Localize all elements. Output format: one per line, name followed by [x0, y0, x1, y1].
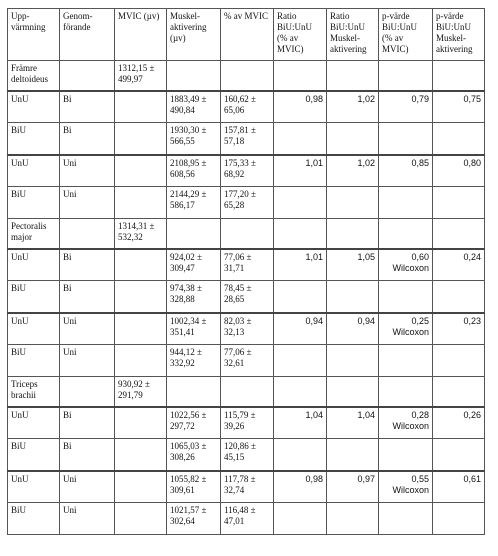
muscle-name: Triceps brachii — [8, 377, 60, 407]
table-row — [8, 313, 485, 345]
pvalue-test-note: Wilcoxon — [392, 326, 429, 337]
pvalue-muskel-cell: 0,61 — [433, 471, 485, 503]
empty-cell — [167, 61, 221, 91]
muscle-section-row — [8, 219, 485, 249]
table-row — [8, 439, 485, 471]
ratio-muskel-cell: 0,97 — [327, 471, 379, 503]
empty-cell — [433, 187, 485, 219]
empty-cell — [433, 345, 485, 377]
pvalue-mvic-cell — [379, 249, 433, 281]
empty-cell — [115, 471, 167, 503]
muskelaktivering-cell: 1055,82 ± 309,61 — [167, 471, 221, 503]
genomforande-cell: Bi — [60, 281, 115, 313]
table-row — [8, 155, 485, 187]
pvalue-muskel-cell: 0,80 — [433, 155, 485, 187]
muskelaktivering-cell: 1930,30 ± 566,55 — [167, 123, 221, 155]
pvalue-mvic-cell — [379, 407, 433, 439]
empty-cell — [115, 503, 167, 535]
empty-cell — [433, 123, 485, 155]
empty-cell — [115, 313, 167, 345]
pct-mvic-cell: 77,06 ± 31,71 — [221, 249, 274, 281]
ratio-mvic-cell: 1,01 — [274, 249, 327, 281]
empty-cell — [60, 61, 115, 91]
header-row — [8, 9, 485, 61]
empty-cell — [379, 123, 433, 155]
empty-cell — [115, 249, 167, 281]
uppvarmning-cell: BiU — [8, 281, 60, 313]
empty-cell — [433, 219, 485, 249]
header-pct-mvic: % av MVIC — [221, 9, 274, 61]
empty-cell — [274, 345, 327, 377]
uppvarmning-cell: UnU — [8, 249, 60, 281]
empty-cell — [327, 439, 379, 471]
empty-cell — [433, 281, 485, 313]
pvalue-mvic-cell — [379, 313, 433, 345]
genomforande-cell: Uni — [60, 345, 115, 377]
empty-cell — [433, 377, 485, 407]
pvalue-mvic-cell — [379, 91, 433, 123]
empty-cell — [274, 123, 327, 155]
pct-mvic-cell: 175,33 ± 68,92 — [221, 155, 274, 187]
empty-cell — [379, 219, 433, 249]
empty-cell — [115, 281, 167, 313]
header-ratio-mvic: Ratio BiU:UnU (% av MVIC) — [274, 9, 327, 61]
empty-cell — [60, 219, 115, 249]
pvalue-test-note: Wilcoxon — [392, 262, 429, 273]
header-mvic: MVIC (µv) — [115, 9, 167, 61]
empty-cell — [274, 187, 327, 219]
empty-cell — [115, 155, 167, 187]
muskelaktivering-cell: 1021,57 ± 302,64 — [167, 503, 221, 535]
empty-cell — [115, 439, 167, 471]
muscle-section-row — [8, 377, 485, 407]
ratio-mvic-cell: 0,98 — [274, 471, 327, 503]
ratio-mvic-cell: 0,98 — [274, 91, 327, 123]
header-muskelaktivering: Muskel-aktivering (µv) — [167, 9, 221, 61]
empty-cell — [115, 407, 167, 439]
pct-mvic-cell: 120,86 ± 45,15 — [221, 439, 274, 471]
header-pvalue-mvic: p-värde BiU:UnU (% av MVIC) — [379, 9, 433, 61]
pvalue-test-note: Wilcoxon — [392, 484, 429, 495]
pvalue-mvic-value: 0,25 — [411, 315, 429, 326]
genomforande-cell: Bi — [60, 439, 115, 471]
empty-cell — [167, 377, 221, 407]
results-table-container — [7, 8, 485, 535]
empty-cell — [379, 61, 433, 91]
empty-cell — [115, 187, 167, 219]
genomforande-cell: Uni — [60, 313, 115, 345]
empty-cell — [433, 503, 485, 535]
empty-cell — [274, 219, 327, 249]
empty-cell — [327, 345, 379, 377]
empty-cell — [433, 61, 485, 91]
empty-cell — [115, 91, 167, 123]
empty-cell — [221, 377, 274, 407]
uppvarmning-cell: UnU — [8, 155, 60, 187]
pvalue-mvic-value: 0,55 — [411, 473, 429, 484]
ratio-muskel-cell: 1,05 — [327, 249, 379, 281]
uppvarmning-cell: BiU — [8, 503, 60, 535]
empty-cell — [379, 187, 433, 219]
empty-cell — [327, 123, 379, 155]
empty-cell — [433, 439, 485, 471]
table-row — [8, 91, 485, 123]
table-row — [8, 123, 485, 155]
pvalue-mvic-cell — [379, 155, 433, 187]
header-uppvarmning: Upp-värmning — [8, 9, 60, 61]
genomforande-cell: Bi — [60, 249, 115, 281]
uppvarmning-cell: UnU — [8, 91, 60, 123]
pvalue-mvic-value: 0,79 — [411, 93, 429, 104]
uppvarmning-cell: UnU — [8, 313, 60, 345]
empty-cell — [327, 281, 379, 313]
empty-cell — [327, 187, 379, 219]
genomforande-cell: Uni — [60, 187, 115, 219]
ratio-mvic-cell: 1,04 — [274, 407, 327, 439]
muscle-name: Pectoralis major — [8, 219, 60, 249]
uppvarmning-cell: UnU — [8, 471, 60, 503]
genomforande-cell: Uni — [60, 155, 115, 187]
pvalue-muskel-cell: 0,75 — [433, 91, 485, 123]
pct-mvic-cell: 78,45 ± 28,65 — [221, 281, 274, 313]
empty-cell — [327, 219, 379, 249]
pct-mvic-cell: 177,20 ± 65,28 — [221, 187, 274, 219]
pct-mvic-cell: 116,48 ± 47,01 — [221, 503, 274, 535]
ratio-muskel-cell: 0,94 — [327, 313, 379, 345]
pvalue-mvic-value: 0,85 — [411, 157, 429, 168]
table-row — [8, 345, 485, 377]
uppvarmning-cell: UnU — [8, 407, 60, 439]
empty-cell — [327, 377, 379, 407]
muskelaktivering-cell: 1065,03 ± 308,26 — [167, 439, 221, 471]
empty-cell — [115, 123, 167, 155]
muskelaktivering-cell: 1883,49 ± 490,84 — [167, 91, 221, 123]
uppvarmning-cell: BiU — [8, 345, 60, 377]
table-row — [8, 407, 485, 439]
pvalue-muskel-cell: 0,23 — [433, 313, 485, 345]
empty-cell — [327, 61, 379, 91]
mvic-value: 1312,15 ± 499,97 — [115, 61, 167, 91]
muskelaktivering-cell: 2144,29 ± 586,17 — [167, 187, 221, 219]
empty-cell — [379, 281, 433, 313]
table-row — [8, 249, 485, 281]
muskelaktivering-cell: 1022,56 ± 297,72 — [167, 407, 221, 439]
pct-mvic-cell: 82,03 ± 32,13 — [221, 313, 274, 345]
pct-mvic-cell: 117,78 ± 32,74 — [221, 471, 274, 503]
genomforande-cell: Bi — [60, 91, 115, 123]
empty-cell — [327, 503, 379, 535]
pvalue-mvic-value: 0,28 — [411, 409, 429, 420]
header-pvalue-muskel: p-värde BiU:UnU Muskel-aktivering — [433, 9, 485, 61]
empty-cell — [221, 219, 274, 249]
genomforande-cell: Bi — [60, 123, 115, 155]
pvalue-test-note: Wilcoxon — [392, 420, 429, 431]
muskelaktivering-cell: 924,02 ± 309,47 — [167, 249, 221, 281]
muskelaktivering-cell: 1002,34 ± 351,41 — [167, 313, 221, 345]
uppvarmning-cell: BiU — [8, 187, 60, 219]
genomforande-cell: Bi — [60, 407, 115, 439]
emg-results-table — [7, 8, 485, 535]
empty-cell — [274, 439, 327, 471]
muscle-section-row — [8, 61, 485, 91]
ratio-muskel-cell: 1,04 — [327, 407, 379, 439]
pvalue-mvic-value: 0,60 — [411, 251, 429, 262]
muskelaktivering-cell: 944,12 ± 332,92 — [167, 345, 221, 377]
muscle-name: Främre deltoideus — [8, 61, 60, 91]
empty-cell — [274, 503, 327, 535]
muskelaktivering-cell: 974,38 ± 328,88 — [167, 281, 221, 313]
genomforande-cell: Uni — [60, 471, 115, 503]
muskelaktivering-cell: 2108,95 ± 608,56 — [167, 155, 221, 187]
empty-cell — [379, 503, 433, 535]
empty-cell — [274, 61, 327, 91]
table-row — [8, 471, 485, 503]
header-genomforande: Genom-förande — [60, 9, 115, 61]
uppvarmning-cell: BiU — [8, 123, 60, 155]
pvalue-muskel-cell: 0,24 — [433, 249, 485, 281]
empty-cell — [379, 377, 433, 407]
uppvarmning-cell: BiU — [8, 439, 60, 471]
mvic-value: 930,92 ± 291,79 — [115, 377, 167, 407]
ratio-mvic-cell: 0,94 — [274, 313, 327, 345]
mvic-value: 1314,31 ± 532,32 — [115, 219, 167, 249]
ratio-mvic-cell: 1,01 — [274, 155, 327, 187]
ratio-muskel-cell: 1,02 — [327, 155, 379, 187]
empty-cell — [221, 61, 274, 91]
pct-mvic-cell: 160,62 ± 65,06 — [221, 91, 274, 123]
pvalue-muskel-cell: 0,26 — [433, 407, 485, 439]
empty-cell — [274, 281, 327, 313]
table-row — [8, 281, 485, 313]
table-row — [8, 187, 485, 219]
table-row — [8, 503, 485, 535]
pct-mvic-cell: 77,06 ± 32,61 — [221, 345, 274, 377]
empty-cell — [115, 345, 167, 377]
pvalue-mvic-cell — [379, 471, 433, 503]
table-body — [8, 61, 485, 535]
empty-cell — [167, 219, 221, 249]
ratio-muskel-cell: 1,02 — [327, 91, 379, 123]
header-ratio-muskel: Ratio BiU:UnU Muskel-aktivering — [327, 9, 379, 61]
empty-cell — [379, 345, 433, 377]
pct-mvic-cell: 157,81 ± 57,18 — [221, 123, 274, 155]
empty-cell — [379, 439, 433, 471]
empty-cell — [274, 377, 327, 407]
pct-mvic-cell: 115,79 ± 39,26 — [221, 407, 274, 439]
empty-cell — [60, 377, 115, 407]
genomforande-cell: Uni — [60, 503, 115, 535]
